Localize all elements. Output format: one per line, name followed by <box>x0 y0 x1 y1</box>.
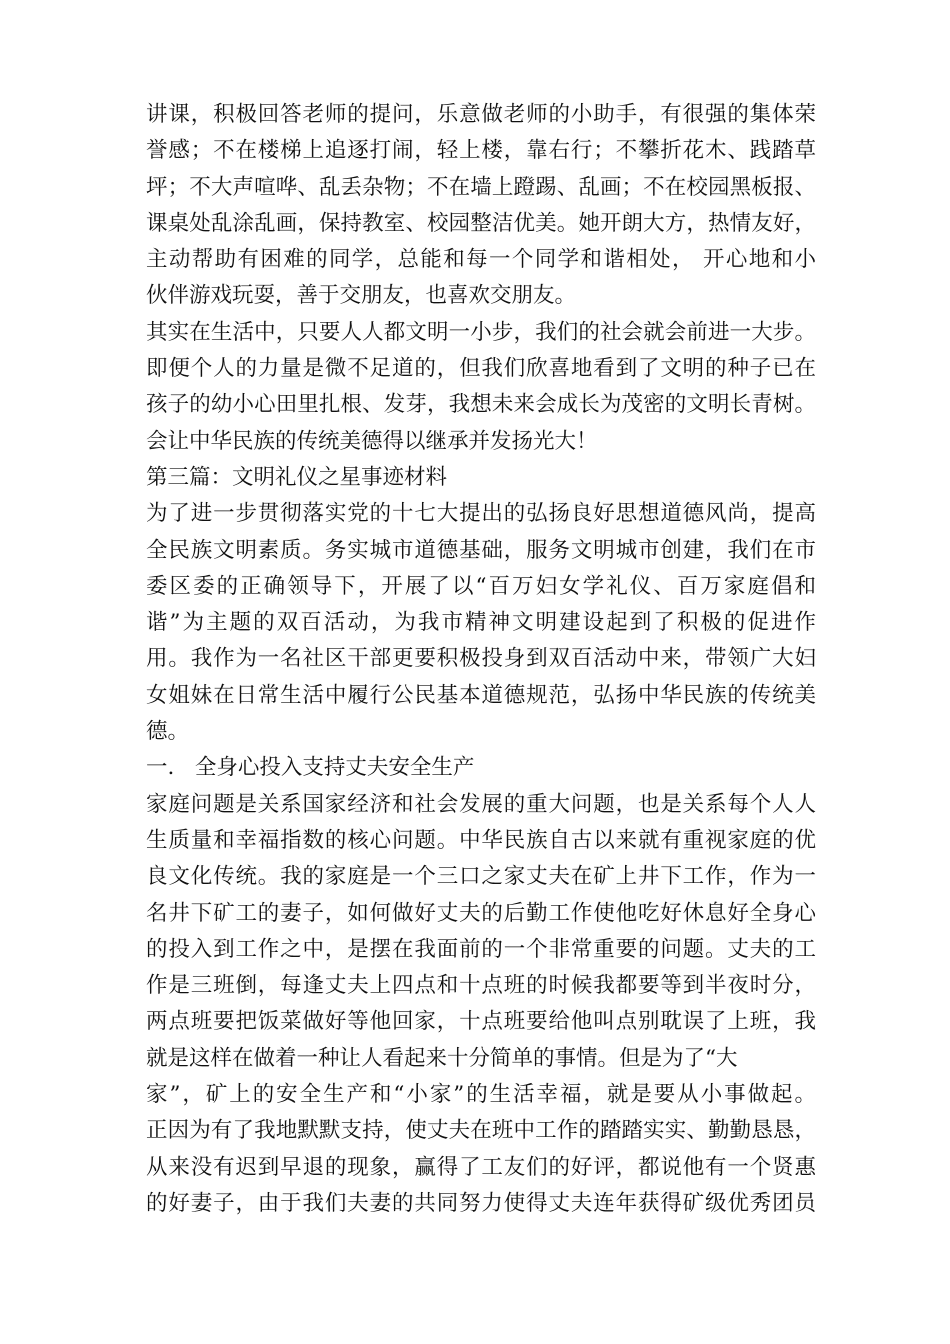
text-line: 委区委的正确领导下，开展了以“百万妇女学礼仪、百万家庭倡和 <box>146 573 816 599</box>
text-line: 为了进一步贯彻落实党的十七大提出的弘扬良好思想道德风尚，提高 <box>146 501 816 527</box>
text-line: 孩子的幼小心田里扎根、发芽，我想未来会成长为茂密的文明长青树。 <box>146 392 816 418</box>
text-line: 家庭问题是关系国家经济和社会发展的重大问题，也是关系每个人人 <box>146 791 816 817</box>
text-line: 主动帮助有困难的同学，总能和每一个同学和谐相处， 开心地和小 <box>146 247 816 273</box>
text-line: 就是这样在做着一种让人看起来十分简单的事情。但是为了“大 <box>146 1045 738 1071</box>
text-line: 课桌处乱涂乱画，保持教室、校园整洁优美。她开朗大方，热情友好， <box>146 210 816 236</box>
text-line: 名井下矿工的妻子，如何做好丈夫的后勤工作使他吃好休息好全身心 <box>146 900 816 926</box>
document-page <box>146 97 816 1222</box>
text-line: 两点班要把饭菜做好等他回家，十点班要给他叫点别耽误了上班，我 <box>146 1009 816 1035</box>
text-line: 坪；不大声喧哗、乱丢杂物；不在墙上蹬踢、乱画；不在校园黑板报、 <box>146 174 816 200</box>
text-line: 的投入到工作之中，是摆在我面前的一个非常重要的问题。丈夫的工 <box>146 936 816 962</box>
text-line: 良文化传统。我的家庭是一个三口之家丈夫在矿上井下工作，作为一 <box>146 864 816 890</box>
text-line: 生质量和幸福指数的核心问题。中华民族自古以来就有重视家庭的优 <box>146 827 816 853</box>
text-line: 用。我作为一名社区干部更要积极投身到双百活动中来，带领广大妇 <box>146 646 816 672</box>
text-line: 一. 全身心投入支持丈夫安全生产 <box>146 755 475 781</box>
text-line: 女姐妹在日常生活中履行公民基本道德规范，弘扬中华民族的传统美 <box>146 682 816 708</box>
text-line: 其实在生活中，只要人人都文明一小步，我们的社会就会前进一大步。 <box>146 319 816 345</box>
text-line: 正因为有了我地默默支持，使丈夫在班中工作的踏踏实实、勤勤恳恳， <box>146 1118 816 1144</box>
text-line: 伙伴游戏玩耍，善于交朋友，也喜欢交朋友。 <box>146 283 577 309</box>
text-line: 即便个人的力量是微不足道的，但我们欣喜地看到了文明的种子已在 <box>146 356 816 382</box>
text-line: 家”，矿上的安全生产和“小家”的生活幸福，就是要从小事做起。 <box>146 1082 816 1108</box>
text-line: 作是三班倒，每逢丈夫上四点和十点班的时候我都要等到半夜时分， <box>146 973 816 999</box>
text-line: 谐”为主题的双百活动，为我市精神文明建设起到了积极的促进作 <box>146 610 816 636</box>
text-line: 讲课，积极回答老师的提问，乐意做老师的小助手，有很强的集体荣 <box>146 102 816 127</box>
text-line: 全民族文明素质。务实城市道德基础，服务文明城市创建，我们在市 <box>146 537 816 563</box>
text-line: 誉感；不在楼梯上追逐打闹，轻上楼，靠右行；不攀折花木、践踏草 <box>146 138 816 164</box>
text-line: 从来没有迟到早退的现象，赢得了工友们的好评，都说他有一个贤惠 <box>146 1154 816 1180</box>
text-line: 德。 <box>146 719 190 745</box>
text-line: 的好妻子，由于我们夫妻的共同努力使得丈夫连年获得矿级优秀团员 <box>146 1190 816 1216</box>
text-line: 会让中华民族的传统美德得以继承并发扬光大！ <box>146 428 598 454</box>
text-line: 第三篇：文明礼仪之星事迹材料 <box>146 464 448 490</box>
